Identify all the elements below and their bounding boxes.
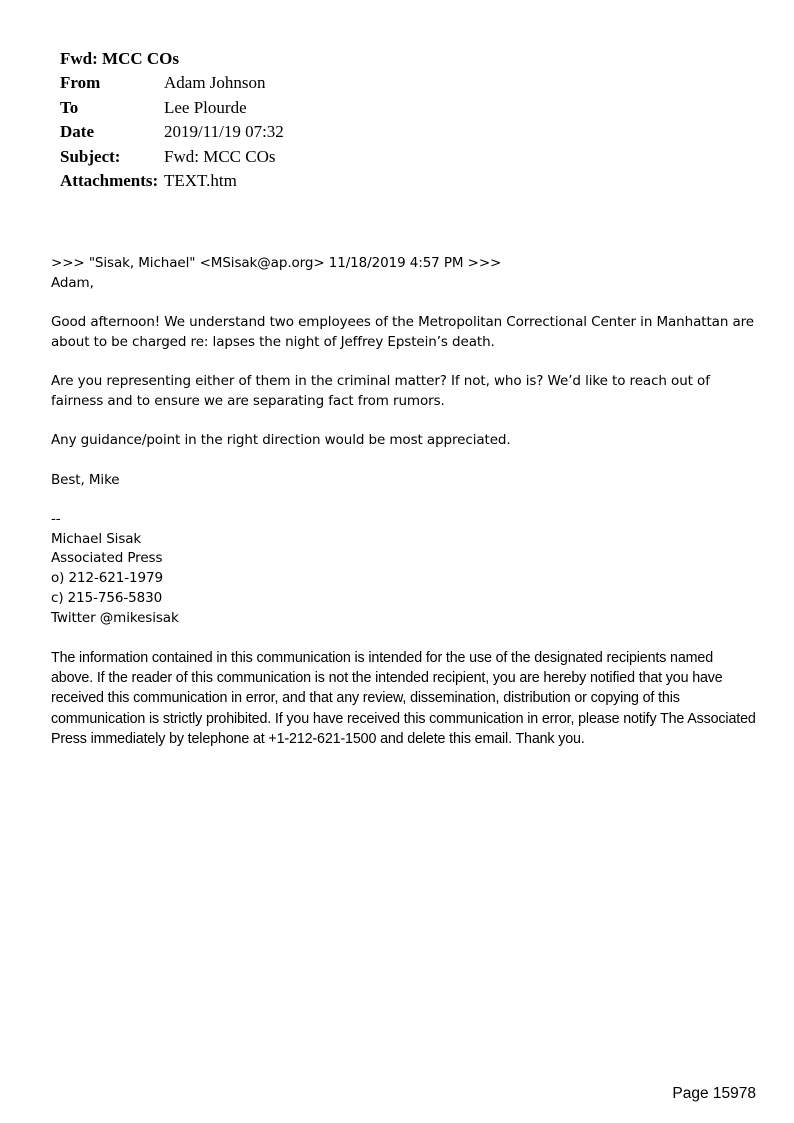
email-body — [51, 254, 756, 749]
email-header-table — [60, 73, 284, 196]
from-label: From — [60, 73, 101, 92]
signature-cell-phone: c) 215-756-5830 — [51, 589, 163, 606]
body-paragraph-3: Any guidance/point in the right direction would be most appreciated. — [51, 432, 511, 449]
to-label: To — [60, 97, 79, 117]
quoted-sender-line: >>> "Sisak, Michael" <MSisak@ap.org> 11/18/2019 4:57 PM >>> — [51, 255, 502, 271]
subject-label: Subject: — [60, 146, 121, 166]
legal-disclaimer: The information contained in this communication is intended for the use of the designated recipients named above. If the reader of this communication is not the intended recipient, you are hereby notified that you have received this communication in error, and that any review, dissemination, distribution or copying of this communication is strictly prohibited. If you have received this communication in error, please notify The Associated Press immediately by telephone at +1-212-621-1500 and delete this email. Thank you. — [51, 649, 756, 747]
header-row-subject — [60, 147, 284, 172]
from-value: Adam Johnson — [164, 73, 266, 92]
header-row-from — [60, 73, 284, 98]
header-row-attachments — [60, 171, 284, 196]
email-subject-title: Fwd: MCC COs — [60, 49, 179, 68]
greeting: Adam, — [51, 274, 94, 291]
signature-twitter: Twitter @mikesisak — [51, 609, 179, 626]
date-value: 2019/11/19 07:32 — [164, 122, 284, 141]
signature-office-phone: o) 212-621-1979 — [51, 570, 163, 587]
date-label: Date — [60, 122, 94, 141]
attachments-label: Attachments: — [60, 171, 159, 190]
page-number: Page 15978 — [672, 1085, 756, 1102]
attachments-value: TEXT.htm — [164, 171, 237, 190]
body-paragraph-1: Good afternoon! We understand two employees of the Metropolitan Correctional Center in Manhattan are about to be charged re: lapses the night of Jeffrey Epstein’s death. — [51, 314, 755, 350]
subject-value: Fwd: MCC COs — [164, 146, 276, 166]
signature-org: Associated Press — [51, 550, 163, 567]
to-value: Lee Plourde — [164, 97, 247, 117]
header-row-to — [60, 98, 284, 123]
header-row-date — [60, 122, 284, 147]
signature-separator: -- — [51, 511, 61, 528]
closing: Best, Mike — [51, 471, 120, 488]
signature-name: Michael Sisak — [51, 530, 142, 547]
body-paragraph-2: Are you representing either of them in the criminal matter? If not, who is? We’d like to reach out of fairness and to ensure we are separating fact from rumors. — [51, 373, 710, 409]
